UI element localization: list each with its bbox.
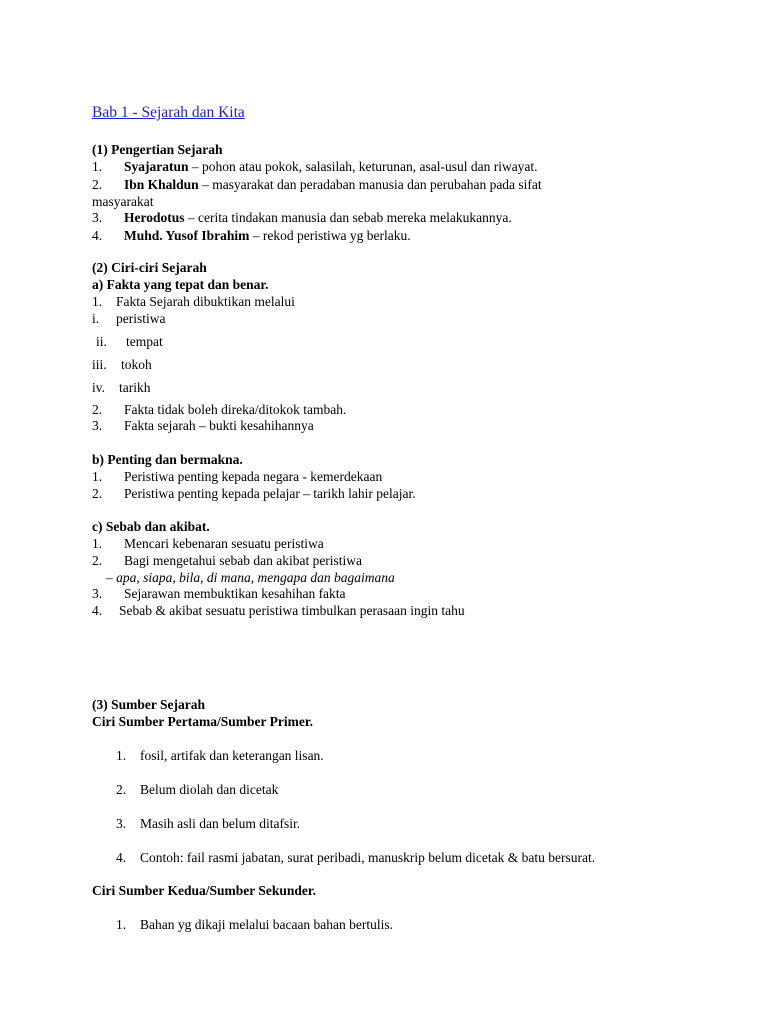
item-number: 3. xyxy=(92,586,103,601)
item-number: 1. xyxy=(92,536,103,551)
item-number: 4. xyxy=(92,603,103,618)
item-text: Mencari kebenaran sesuatu peristiwa xyxy=(124,536,324,551)
subsection-a-heading: a) Fakta yang tepat dan benar. xyxy=(92,277,269,292)
sekunder-heading: Ciri Sumber Kedua/Sumber Sekunder. xyxy=(92,883,317,898)
list-item xyxy=(116,781,278,798)
list-item xyxy=(92,356,152,373)
list-item xyxy=(116,849,595,866)
list-item xyxy=(92,602,465,619)
item-number: 1. xyxy=(92,469,103,484)
subsection-b-heading: b) Penting dan bermakna. xyxy=(92,452,243,467)
item-number: 1. xyxy=(92,294,103,309)
item-number: 2. xyxy=(92,486,103,501)
list-item xyxy=(92,293,295,310)
item-number: 3. xyxy=(92,210,103,225)
item-number: 1. xyxy=(92,159,103,174)
subsection-c-heading: c) Sebab dan akibat. xyxy=(92,519,210,534)
item-definition: – cerita tindakan manusia dan sebab mereka melakukannya. xyxy=(184,210,512,225)
section-1-heading: (1) Pengertian Sejarah xyxy=(92,142,223,157)
item-number: 4. xyxy=(116,850,127,865)
item-text: peristiwa xyxy=(116,311,166,326)
item-definition: – rekod peristiwa yg berlaku. xyxy=(249,228,411,243)
item-number: 3. xyxy=(92,418,103,433)
item-number: i. xyxy=(92,311,100,326)
list-item xyxy=(116,916,393,933)
list-item xyxy=(92,468,382,485)
item-text: Belum diolah dan dicetak xyxy=(140,782,279,797)
item-term: Muhd. Yusof Ibrahim xyxy=(124,228,250,243)
list-item xyxy=(94,333,163,350)
item-number: iv. xyxy=(92,380,105,395)
list-item xyxy=(92,158,538,175)
item-text: Fakta Sejarah dibuktikan melalui xyxy=(116,294,295,309)
item-text: Contoh: fail rasmi jabatan, surat peribadi, manuskrip belum dicetak & batu bersurat. xyxy=(140,850,596,865)
item-definition: – pohon atau pokok, salasilah, keturunan, asal-usul dan riwayat. xyxy=(188,159,538,174)
section-2-heading: (2) Ciri-ciri Sejarah xyxy=(92,260,207,275)
document-title[interactable]: Bab 1 - Sejarah dan Kita xyxy=(92,104,245,121)
item-number: 2. xyxy=(116,782,127,797)
list-item xyxy=(116,815,300,832)
list-item xyxy=(92,176,542,193)
item-term: Herodotus xyxy=(124,210,185,225)
list-item-note: – apa, siapa, bila, di mana, mengapa dan bagaimana xyxy=(106,570,395,585)
item-text: tokoh xyxy=(121,357,152,372)
item-definition: – masyarakat dan peradaban manusia dan perubahan pada sifat xyxy=(198,177,542,192)
primer-heading: Ciri Sumber Pertama/Sumber Primer. xyxy=(92,714,313,729)
item-term: Syajaratun xyxy=(124,159,189,174)
list-item xyxy=(92,310,166,327)
item-text: fosil, artifak dan keterangan lisan. xyxy=(140,748,324,763)
list-item xyxy=(116,747,324,764)
list-item xyxy=(92,227,411,244)
list-item xyxy=(92,585,346,602)
item-number: iii. xyxy=(92,357,107,372)
item-text: Sebab & akibat sesuatu peristiwa timbulkan perasaan ingin tahu xyxy=(119,603,465,618)
item-text: tempat xyxy=(126,334,163,349)
item-text: Sejarawan membuktikan kesahihan fakta xyxy=(124,586,346,601)
list-item xyxy=(92,417,314,434)
item-number: 2. xyxy=(92,177,103,192)
list-item xyxy=(92,209,512,226)
item-text: Bagi mengetahui sebab dan akibat peristiwa xyxy=(124,553,363,568)
item-text: Bahan yg dikaji melalui bacaan bahan bertulis. xyxy=(140,917,394,932)
item-number: 1. xyxy=(116,748,127,763)
list-item xyxy=(92,535,324,552)
list-item xyxy=(92,485,416,502)
item-text: Masih asli dan belum ditafsir. xyxy=(140,816,301,831)
list-item xyxy=(92,379,151,396)
item-text: tarikh xyxy=(119,380,151,395)
item-term: Ibn Khaldun xyxy=(124,177,199,192)
item-text: Peristiwa penting kepada pelajar – tarikh lahir pelajar. xyxy=(124,486,416,501)
item-text: Fakta sejarah – bukti kesahihannya xyxy=(124,418,314,433)
item-number: 2. xyxy=(92,553,103,568)
item-text: Peristiwa penting kepada negara - kemerdekaan xyxy=(124,469,383,484)
list-item-continuation: masyarakat xyxy=(92,194,154,209)
item-number: ii. xyxy=(96,334,107,349)
list-item xyxy=(92,401,346,418)
item-number: 1. xyxy=(116,917,127,932)
item-text: Fakta tidak boleh direka/ditokok tambah. xyxy=(124,402,347,417)
item-number: 2. xyxy=(92,402,103,417)
list-item xyxy=(92,552,362,569)
section-3-heading: (3) Sumber Sejarah xyxy=(92,697,205,712)
item-number: 3. xyxy=(116,816,127,831)
item-number: 4. xyxy=(92,228,103,243)
